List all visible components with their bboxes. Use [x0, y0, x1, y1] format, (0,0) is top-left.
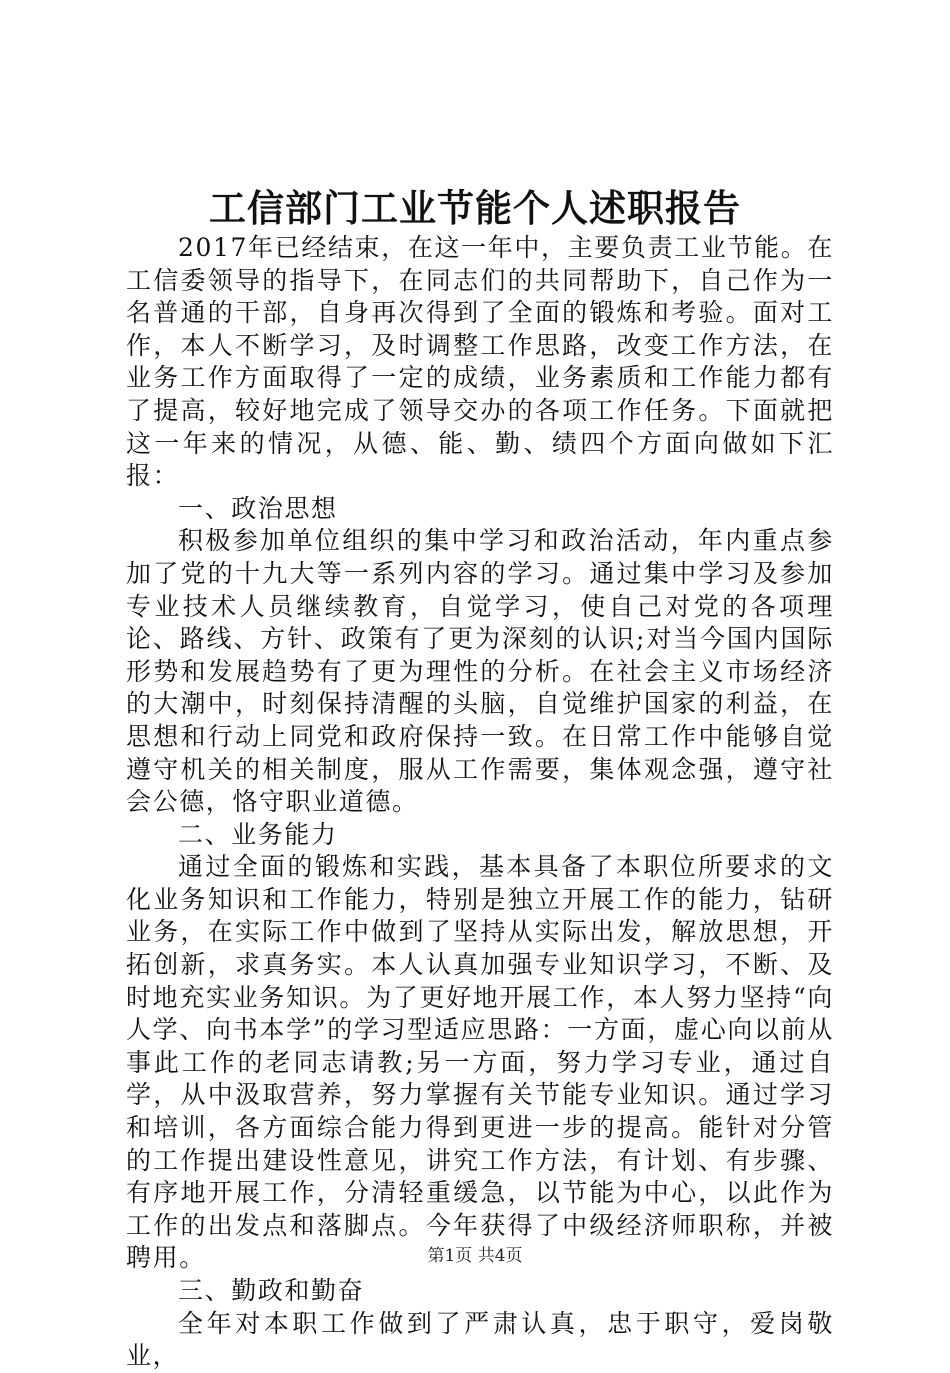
diligence-paragraph: 全年对本职工作做到了严肃认真，忠于职守，爱岗敬业， [126, 1308, 834, 1371]
section-heading-ability: 二、业务能力 [178, 819, 338, 849]
political-paragraph: 积极参加单位组织的集中学习和政治活动，年内重点参加了党的十九大等一系列内容的学习。通过集中学习及参加专业技术人员继续教育，自觉学习，使自己对党的各项理论、路线、方针、政策有了更为深刻的认识;对当今国内国际形势和发展趋势有了更为理性的分析。在社会主义市场经济的大潮中，时刻保持清醒的头脑，自觉维护国家的利益，在思想和行动上同党和政府保持一致。在日常工作中能够自觉遵守机关的相关制度，服从工作需要，集体观念强，遵守社会公德，恪守职业道德。 [126, 526, 834, 817]
intro-paragraph: 2017年已经结束，在这一年中，主要负责工业节能。在工信委领导的指导下，在同志们的共同帮助下，自己作为一名普通的干部，自身再次得到了全面的锻炼和考验。面对工作，本人不断学习，及时调整工作思路，改变工作方法，在业务工作方面取得了一定的成绩，业务素质和工作能力都有了提高，较好地完成了领导交办的各项工作任务。下面就把这一年来的情况，从德、能、勤、绩四个方面向做如下汇报： [126, 233, 834, 491]
ability-paragraph: 通过全面的锻炼和实践，基本具备了本职位所要求的文化业务知识和工作能力，特别是独立开展工作的能力，钻研业务，在实际工作中做到了坚持从实际出发，解放思想，开拓创新，求真务实。本人认真加强专业知识学习，不断、及时地充实业务知识。为了更好地开展工作，本人努力坚持“向人学、向书本学”的学习型适应思路：一方面，虚心向以前从事此工作的老同志请教;另一方面，努力学习专业，通过自学，从中汲取营养，努力掌握有关节能专业知识。通过学习和培训，各方面综合能力得到更进一步的提高。能针对分管的工作提出建设性意见，讲究工作方法，有计划、有步骤、有序地开展工作，分清轻重缓急，以节能为中心，以此作为工作的出发点和落脚点。今年获得了中级经济师职称，并被聘用。 [126, 852, 834, 1273]
section-heading-political: 一、政治思想 [178, 493, 338, 523]
section-heading-diligence: 三、勤政和勤奋 [178, 1276, 365, 1305]
document-title: 工信部门工业节能个人述职报告 [209, 186, 741, 230]
page-number-footer: 第1页 共4页 [427, 1246, 523, 1266]
document-body [126, 232, 834, 1373]
